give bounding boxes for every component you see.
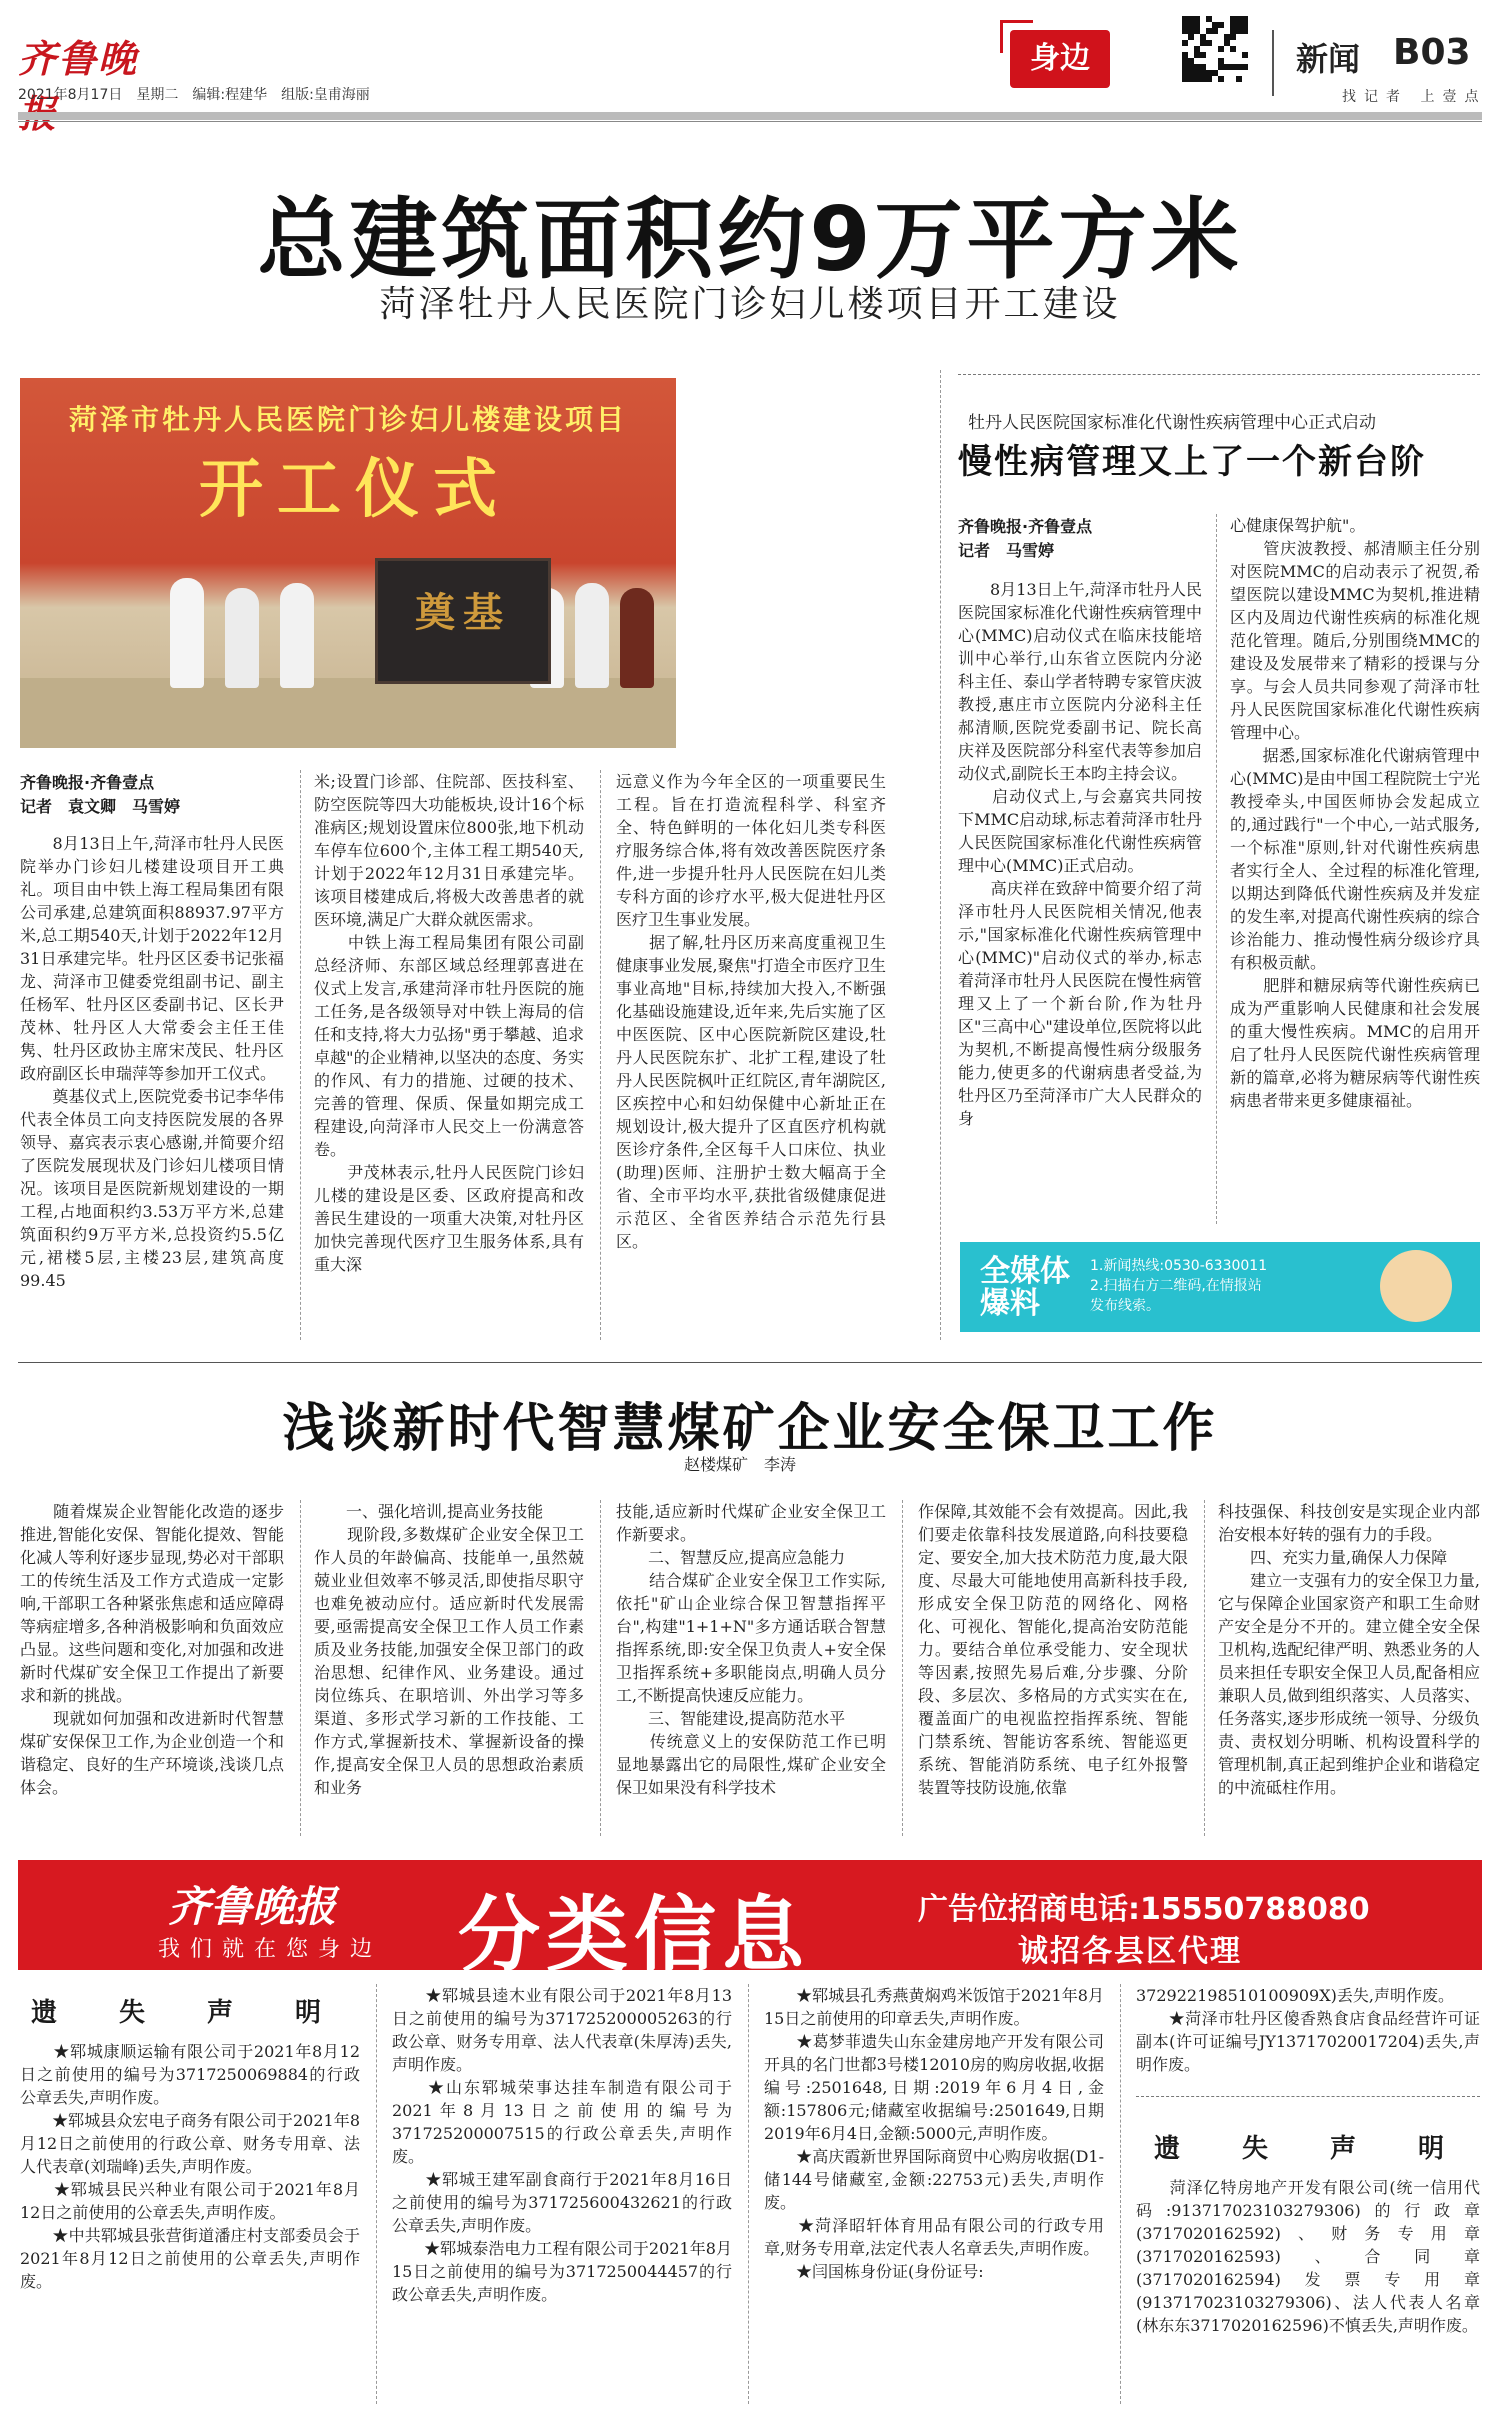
person-figure — [620, 588, 654, 688]
photo-banner-big: 开工仪式 — [199, 453, 511, 527]
cartoon-character-icon — [1380, 1250, 1452, 1322]
qr-module — [1218, 22, 1224, 28]
qr-module — [1206, 40, 1212, 46]
column-divider — [1216, 514, 1217, 1224]
person-figure — [225, 588, 259, 688]
notice-column: 菏泽亿特房地产开发有限公司(统一信用代码:91371702310327930​6)的行政章(3717020162592)、财务专用章(3717020162593)、合同章(3717020162594)发票专用章(91371702310327930​6)、法人代表人名章(林东东3717020162596)不慎丢失,声明作废。 — [1136, 2178, 1480, 2335]
classified-slogan: 我们就在您身边 — [158, 1937, 383, 1962]
person-figure — [280, 583, 314, 688]
article-column: 一、强化培训,提高业务技能 现阶段,多数煤矿企业安全保卫工作人员的年龄偏高、技能单一,虽然兢兢业业但效率不够灵活,即使指尽职守也难免被动应付。适应新时代发展需要,亟需提高安全保卫工作人员工作素质及业务技能,加强安全保卫部门的政治思想、纪律作风、业务建设。通过岗位练兵、在职培训、外出学习等多渠道、多形式学习新的工作技能、工作方式,掌握新技术、掌握新设备的操作,提高安全保卫人员的思想政治素质和业务 — [314, 1502, 584, 1797]
hotline-text: 1.新闻热线:0530-6330011 — [1090, 1258, 1268, 1274]
top-rule-thin — [18, 121, 1482, 122]
article-column: 技能,适应新时代煤矿企业安全保卫工作新要求。 二、智慧反应,提高应急能力 结合煤矿企业安全保卫工作实际,依托"矿山企业综合保卫智慧指挥平台",构建"1+1+N"多方通话联合智慧指挥系统,即:安全保卫负责人+安全保卫指挥系统+多职能岗点,明确人员分工,不断提高快速反应能力。 三、智能建设,提高防范水平 传统意义上的安保防范工作已明显地暴露出它的局限性,煤矿企业安全保卫如果没有科学技术 — [616, 1502, 886, 1797]
byline-reporters: 记者 马雪婷 — [958, 541, 1055, 560]
date-line: 2021年8月17日 星期二 编辑:程建华 组版:皇甫海丽 — [18, 87, 370, 103]
ad-phone: 广告位招商电话:15550788080 — [918, 1892, 1370, 1927]
banner-title-line: 爆料 — [980, 1286, 1040, 1321]
article-column: 科技强保、科技创安是实现企业内部治安根本好转的强有力的手段。 四、充实力量,确保人力保障 建立一支强有力的安全保卫力量,它与保障企业国家资产和职工生命财产安全是分不开的。建立健全安全保卫机构,选配纪律严明、熟悉业务的人员来担任专职安全保卫人员,配备相应兼职人员,做到组织落实、人员落实、任务落实,逐步形成统一领导、分级负责、责权划分明晰、机构设置科学的管理机制,真正起到维护企业和谐稳定的中流砥柱作用。 — [1218, 1502, 1480, 1797]
byline-source: 齐鲁晚报·齐鲁壹点 — [20, 773, 155, 792]
qr-module — [1242, 64, 1248, 70]
qr-module — [1242, 28, 1248, 34]
stone-inscription: 奠基 — [415, 590, 511, 636]
classified-logo: 齐鲁晚报 — [168, 1882, 337, 1931]
column-divider — [1204, 1500, 1205, 1836]
notice-column: 372922198510100909X)丢失,声明作废。 ★菏泽市牡丹区傻香熟食店食品经营许可证副本(许可证编号JY13717020017204)丢失,声明作废。 — [1136, 1986, 1480, 2074]
qr-module — [1182, 40, 1188, 46]
article-column: 远意义作为今年全区的一项重要民生工程。旨在打造流程科学、科室齐全、特色鲜明的一体化妇儿类专科医疗服务综合体,将有效改善医院医疗条件,进一步提升牡丹人民医院在妇儿类专科方面的诊疗水平,极大促进牡丹区医疗卫生事业发展。 据了解,牡丹区历来高度重视卫生健康事业发展,聚焦"打造全市医疗卫生事业高地"目标,持续加大投入,不断强化基础设施建设,近年来,先后实施了区中医医院、区中心医院新院区建设,牡丹人民医院东扩、北扩工程,建设了牡丹人民医院枫叶正红院区,青年湖院区,区疾控中心和妇幼保健中心新址正在规划设计,极大提升了区直医疗机构就医诊疗条件,全区每千人口床位、执业(助理)医师、注册护士数大幅高于全省、全市平均水平,获批省级健康促进示范区、全省医养结合示范先行县区。 — [616, 772, 886, 1251]
qr-module — [1218, 46, 1224, 52]
byline-source: 齐鲁晚报·齐鲁壹点 — [958, 517, 1093, 536]
article3-author: 赵楼煤矿 李涛 — [684, 1455, 797, 1474]
foundation-stone — [375, 558, 551, 684]
qr-module — [1212, 28, 1218, 34]
section-rule — [958, 374, 1480, 375]
column-divider — [376, 1984, 377, 2404]
newspaper-logo: 齐鲁晚 — [18, 36, 139, 81]
notice-column: ★郓城县逵木业有限公司于2021年8月13日之前使用的编号为371725200005263的行政公章、财务专用章、法人代表章(朱厚涛)丢失,声明作废。 ★山东郓城荣事达挂车制造有限公司于2021年8月13日之前使用的编号为371725200007515的行政公章丢失,声明作废。 ★郓城王建军副食商行于2021年8月16日之前使用的编号为371725600432621的行政公章丢失,声明作废。 ★郓城泰浩电力工程有限公司于2021年8月15日之前使用的编号为3717250044457的行政公章丢失,声明作废。 — [392, 1986, 732, 2304]
classified-title: 分类信息 — [458, 1888, 811, 1983]
headline: 总建筑面积约9万平方米 — [257, 188, 1243, 291]
column-divider — [1120, 1984, 1121, 2404]
subheadline: 菏泽牡丹人民医院门诊妇儿楼项目开工建设 — [379, 284, 1121, 325]
qr-code-icon — [1178, 12, 1254, 106]
article-column: 随着煤炭企业智能化改造的逐步推进,智能化安保、智能化提效、智能化减人等利好逐步显现,势必对干部职工的传统生活及工作方式造成一定影响,干部职工各种紧张焦虑和适应障碍等病症增多,各种消极影响和负面效应凸显。这些问题和变化,对加强和改进新时代煤矿安全保卫工作提出了新要求和新的挑战。 现就如何加强和改进新时代智慧煤矿安保保卫工作,为企业创造一个和谐稳定、良好的生产环境谈,浅谈几点体会。 — [20, 1502, 284, 1797]
column-divider — [748, 1984, 749, 2404]
qr-module — [1200, 52, 1206, 58]
banner-title-line: 全媒体 — [980, 1254, 1070, 1289]
ceremony-photo — [20, 378, 676, 748]
classified-banner — [18, 1860, 1482, 1983]
article-column: 米;设置门诊部、住院部、医技科室、防空医院等四大功能板块,设计16个标准病区;规划设置床位800张,地下机动车停车位600个,主体工程工期540天,计划于2022年12月31日承建完毕。该项目楼建成后,将极大改善患者的就医环境,满足广大群众就医需求。 中铁上海工程局集团有限公司副总经济师、东部区域总经理郭喜进在仪式上发言,承建菏泽市牡丹医院的施工任务,是各级领导对中铁上海局的信任和支持,将大力弘扬"勇于攀越、追求卓越"的企业精神,以坚决的态度、务实的作风、有力的措施、过硬的技术、完善的管理、保质、保量如期完成工程建设,向菏泽市人民交上一份满意答卷。 尹茂林表示,牡丹人民医院门诊妇儿楼的建设是区委、区政府提高和改善民生建设的一项重大决策,对牡丹区加快完善现代医疗卫生服务体系,具有重大深 — [314, 772, 584, 1274]
scan-text: 2.扫描右方二维码,在情报站 — [1090, 1278, 1262, 1294]
article-column: 8月13日上午,菏泽市牡丹人民医院举办门诊妇儿楼建设项目开工典礼。项目由中铁上海工程局集团有限公司承建,总建筑面积88937.97平方米,总工期540天,计划于2022年12月31日承建完毕。牡丹区区委书记张福龙、菏泽市卫健委党组副书记、副主任杨军、牡丹区区委副书记、区长尹茂林、牡丹区人大常委会主任王佳隽、牡丹区政协主席宋茂民、牡丹区政府副区长申瑞萍等参加开工仪式。 奠基仪式上,医院党委书记李华伟代表全体员工向支持医院发展的各界领导、嘉宾表示衷心感谢,并简要介绍了医院发展现状及门诊妇儿楼项目情况。该项目是医院新规划建设的一期工程,占地面积约3.53万平方米,总建筑面积约9万平方米,总投资约5.5亿元,裙楼5层,主楼23层,建筑高度99.45 — [20, 834, 284, 1290]
column-divider — [300, 1500, 301, 1836]
lost-notice-title: 遗 失 声 明 — [30, 1998, 339, 2028]
page-number: B03 — [1393, 32, 1471, 73]
qr-module — [1230, 46, 1236, 52]
section-tag: 身边 — [1010, 30, 1110, 88]
article-column: 8月13日上午,菏泽市牡丹人民医院国家标准化代谢性疾病管理中心(MMC)启动仪式在临床技能培训中心举行,山东省立医院内分泌科主任、泰山学者特聘专家管庆波教授,惠庄市立医院内分泌科主任郝清顺,医院党委副书记、院长高庆祥及医院部分科室代表等参加启动仪式,副院长王本昀主持会议。 启动仪式上,与会嘉宾共同按下MMC启动球,标志着菏泽市牡丹人民医院国家标准化代谢性疾病管理中心(MMC)正式启动。 高庆祥在致辞中简要介绍了菏泽市牡丹人民医院相关情况,他表示,"国家标准化代谢性疾病管理中心(MMC)"启动仪式的举办,标志着菏泽市牡丹人民医院在慢性病管理又上了一个新台阶,作为牡丹区"三高中心"建设单位,医院将以此为契机,不断提高慢性病分级服务能力,使更多的代谢病患者受益,为牡丹区乃至菏泽市广大人民群众的身 — [958, 580, 1202, 1128]
column-divider — [600, 1500, 601, 1836]
reporters-tag: 找记者 上壹点 — [1342, 89, 1487, 105]
media-tip-banner — [960, 1242, 1480, 1332]
banner-info — [1090, 1256, 1267, 1316]
person-figure — [170, 578, 204, 688]
article-kicker: 牡丹人民医院国家标准化代谢性疾病管理中心正式启动 — [968, 413, 1376, 433]
column-divider — [940, 370, 941, 1340]
column-divider — [902, 1500, 903, 1836]
lost-notice-title: 遗 失 声 明 — [1153, 2134, 1462, 2164]
qr-module — [1230, 34, 1236, 40]
qr-module — [1206, 76, 1212, 82]
photo-banner-line: 菏泽市牡丹人民医院门诊妇儿楼建设项目 — [68, 403, 627, 436]
article-column: 心健康保驾护航"。 管庆波教授、郝清顺主任分别对医院MMC的启动表示了祝贺,希望医院以建设MMC为契机,推进精区内及周边代谢性疾病的标准化规范化管理。随后,分别围绕MMC的建设及发展带来了精彩的授课与分享。与会人员共同参观了菏泽市牡丹人民医院国家标准化代谢性疾病管理中心。 据悉,国家标准化代谢病管理中心(MMC)是由中国工程院院士宁光教授牵头,中国医师协会发起成立的,通过践行"一个中心,一站式服务,一个标准"原则,针对代谢性疾病患者实行全人、全过程的标准化管理,以期达到降低代谢性疾病及并发症的发生率,对提高代谢性疾病的综合诊治能力、推动慢性病分级诊疗具有积极贡献。 肥胖和糖尿病等代谢性疾病已成为严重影响人民健康和社会发展的重大慢性疾病。MMC的启用开启了牡丹人民医院代谢性疾病管理新的篇章,必将为糖尿病等代谢性疾病患者带来更多健康福祉。 — [1230, 516, 1480, 1110]
top-rule — [18, 112, 1482, 120]
ad-recruit: 诚招各县区代理 — [1018, 1934, 1242, 1969]
article3-headline: 浅谈新时代智慧煤矿企业安全保卫工作 — [282, 1399, 1218, 1459]
qr-module — [1242, 52, 1248, 58]
post-text: 发布线索。 — [1090, 1298, 1160, 1314]
column-divider — [300, 770, 301, 1340]
section-rule — [18, 1362, 1482, 1363]
qr-module — [1218, 76, 1224, 82]
column-divider — [600, 770, 601, 1340]
banner-title — [980, 1256, 1070, 1320]
photo-ground — [20, 678, 676, 748]
section-name: 新闻 — [1296, 40, 1361, 78]
divider — [1272, 30, 1274, 96]
notice-column: ★郓城康顺运输有限公司于2021年8月12日之前使用的编号为3717250069884的行政公章丢失,声明作废。 ★郓城县众宏电子商务有限公司于2021年8月12日之前使用的行政公章、财务专用章、法人代表章(刘瑞峰)丢失,声明作废。 ★郓城县民兴种业有限公司于2021年8月12日之前使用的公章丢失,声明作废。 ★中共郓城县张营街道潘庄村支部委员会于2021年8月12日之前使用的公章丢失,声明作废。 — [20, 2042, 360, 2291]
article-column: 作保障,其效能不会有效提高。因此,我们要走依靠科技发展道路,向科技要稳定、要安全,加大技术防范力度,最大限度、尽最大可能地使用高新科技手段,形成安全保卫防范的网络化、网格化、可视化、智能化,提高治安防范能力。要结合单位承受能力、安全现状等因素,按照先易后难,分步骤、分阶段、多层次、多格局的方式实实在在,覆盖面广的电视监控指挥系统、智能门禁系统、智能访客系统、智能巡更系统、智能消防系统、电子红外报警装置等技防设施,依靠 — [918, 1502, 1188, 1797]
person-figure — [575, 583, 609, 688]
notice-column: ★郓城县孔秀燕黄焖鸡米饭馆于2021年8月15日之前使用的印章丢失,声明作废。 ★葛梦菲遗失山东金建房地产开发有限公司开具的名门世都3号楼12010房的购房收据,收据编号:2501648,日期:2019年6月4日,金额:157806元;储藏室收据编号:2501649,日期2019年6月4日,金额:5000元,声明作废。 ★高庆霞新世界国际商贸中心购房收据(D1-储144号储藏室,金额:22753元)丢失,声明作废。 ★菏泽昭轩体育用品有限公司的行政专用章,财务专用章,法定代表人名章丢失,声明作废。 ★闫国栋身份证(身份证号: — [764, 1986, 1104, 2281]
byline-reporters: 记者 袁文卿 马雪婷 — [20, 797, 181, 816]
qr-module — [1188, 34, 1194, 40]
article-title: 慢性病管理又上了一个新台阶 — [958, 442, 1426, 482]
qr-module — [1236, 76, 1242, 82]
notice-rule — [1136, 2096, 1480, 2097]
